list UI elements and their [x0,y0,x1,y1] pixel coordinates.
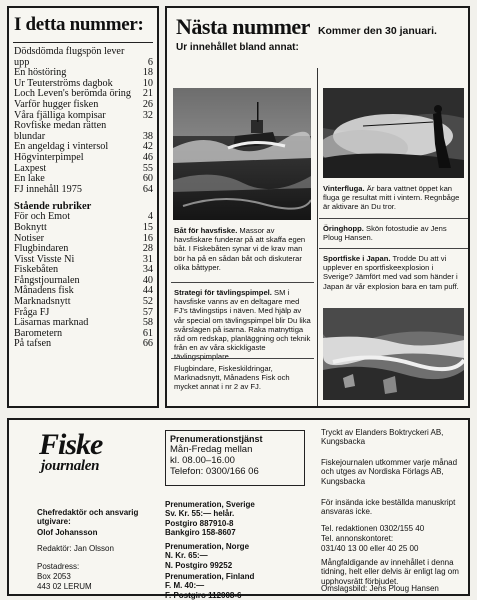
toc-item-title: Notiser [14,232,44,244]
toc-item-page: 18 [142,67,153,79]
next-issue-subtitle: Ur innehållet bland annat: [176,42,299,53]
toc-item-title: Våra fjälliga kompisar [14,109,106,121]
toc-item-page: 52 [142,296,153,308]
toc-item-page: 6 [147,56,153,68]
toc-item-title: Ur Teuterströms dagbok [14,77,113,89]
toc-item-title: En angeldag i vintersol [14,141,109,153]
toc-item-title: Dödsdömda flugspön lever upp [14,46,125,68]
tel-annons-nr: 031/40 13 00 eller 40 25 00 [321,544,419,553]
toc-item-title: Loch Leven's berömda öring [14,88,131,100]
toc-item-page: 64 [142,183,153,195]
toc-item-title: Barometern [14,327,63,339]
post-box: Box 2053 [37,572,71,581]
toc-item [14,153,153,164]
masthead-panel [7,418,470,600]
utkommer-info: Fiskejournalen utkommer varje månad och utges av Nordiska Förlags AB, Kungsbacka [321,458,458,486]
tel-annons: Tel. annonskontoret: [321,534,394,543]
column-divider [317,68,318,406]
subscription-hours-2: kl. 08.00–16.00 [170,455,235,466]
next-issue-date: Kommer den 30 januari. [317,25,437,37]
toc-item-page: 10 [142,77,153,89]
toc-panel [7,6,159,408]
toc-item-page: 61 [142,327,153,339]
pren-norge: Prenumeration, Norge N. Kr. 65:— N. Postgiro 99252 [165,542,250,570]
toc-item-page: 40 [142,274,153,286]
toc-item [14,185,153,196]
copyright-info: Mångfaldigande av innehållet i denna tidning, helt eller delvis är enligt lag om upphovsrätt förbjudet. [321,558,459,586]
toc-item [14,47,153,68]
divider-oring-japan [319,248,468,249]
toc-item-title: Visst Visste Ni [14,253,75,265]
chef-label: Chefredaktör och ansvarig utgivare: [37,508,139,527]
post-city: 443 02 LERUM [37,582,92,591]
toc-item [14,223,153,234]
toc-item-title: För och Emot [14,211,71,223]
post-label: Postadress: [37,562,80,571]
subscription-box [165,430,305,486]
toc-item-page: 16 [142,232,153,244]
winter-fly-photo [323,88,464,178]
toc-item-page: 58 [142,317,153,329]
toc-item-page: 60 [142,173,153,185]
manus-info: För insända icke beställda manuskript ansvaras icke. [321,498,456,517]
toc-title: I detta nummer: [14,14,144,35]
logo-fiske: Fiske [39,428,103,461]
toc-divider [13,42,153,43]
rubriker-title: Stående rubriker [14,201,92,213]
toc-item-title: En lake [14,173,45,185]
tryckt-info: Tryckt av Elanders Boktryckeri AB, Kungsbacka [321,428,444,447]
next-issue-title: Nästa nummer [176,14,310,39]
toc-item-page: 44 [142,285,153,297]
toc-item-page: 38 [142,130,153,142]
toc-item-title: Laxpest [14,162,47,174]
pren-finland: Prenumeration, Finland F. M. 40:— F. Postgiro 112008-6 [165,572,255,600]
boat-photo [173,88,311,220]
toc-item-page: 46 [142,151,153,163]
pimpel-caption: Strategi för tävlingspimpel. SM i havsfiske vanns av en deltagare med FJ's tävlingstips i näven. Med hjälp av vår special om tävlingspimpel blir Du lika svårslagen på isarna. Raka matnyttiga råd om redskap, planläggning och teknik från en av våra skickligaste tävlingspimplare. [174,288,311,362]
toc-item-page: 66 [142,338,153,350]
toc-item-title: FJ innehåll 1975 [14,183,82,195]
cover-credit: Omslagsbild: Jens Ploug Hansen [321,584,439,593]
toc-item-title: Högvinterpimpel [14,151,84,163]
logo-journalen: journalen [41,458,100,474]
toc-item-title: På tafsen [14,338,52,350]
toc-item-title: En höstöring [14,67,67,79]
toc-item-page: 42 [142,141,153,153]
toc-item-title: Fångstjournalen [14,274,80,286]
pren-sverige: Prenumeration, Sverige Sv. Kr. 55:— helår. Postgiro 887910-8 Bankgiro 158-8607 [165,500,255,538]
toc-item [14,121,153,142]
chef-name: Olof Johansson [37,528,98,537]
toc-item-title: Rovfiske medan rätten blundar [14,120,107,142]
next-issue-panel [165,6,470,408]
divider-boat-pimpel [171,282,314,283]
toc-item-page: 34 [142,264,153,276]
toc-item-title: Fiskebåten [14,264,59,276]
boat-caption: Båt för havsfiske. Massor av havsfiskare funderar på att skaffa egen båt. I Fiskebåten synar vi de krav man bör ha på en sådan båt och diskuterar olika båttyper. [174,226,306,272]
toc-item-title: Fråga FJ [14,306,50,318]
rubriker-list [9,212,157,350]
vinter-caption: Vinterfluga. Är bara vattnet öppet kan fluga ge resultat mitt i vintern. Regnbåge är aktivare än Du tror. [323,184,460,212]
toc-item-title: Läsarnas marknad [14,317,89,329]
subscription-hours-1: Mån-Fredag mellan [170,444,253,455]
toc-item-title: Marknadsnytt [14,296,71,308]
toc-item-title: Flugbindaren [14,243,69,255]
japan-photo [323,308,464,400]
subscription-title: Prenumerationstjänst [170,434,263,444]
divider-pimpel-footer [171,358,314,359]
toc-item-title: Månadens fisk [14,285,74,297]
toc-item-page: 21 [142,88,153,100]
tel-redaktion: Tel. redaktionen 0302/155 40 [321,524,425,533]
oring-caption: Öringhopp. Skön fotostudie av Jens Ploug Hansen. [323,224,447,243]
japan-caption: Sportfiske i Japan. Trodde Du att vi upplever en sportfiskeexplosion i Sverige? Jämfört med vad som händer i Japan är vår explosion bara en tam puff. [323,254,459,291]
misc-caption: Flugbindare, Fiskeskildringar, Marknadsnytt, Månadens Fisk och mycket annat i nr 2 av FJ. [174,364,290,392]
toc-item-page: 55 [142,162,153,174]
toc-item-page: 31 [142,253,153,265]
subscription-phone: Telefon: 0300/166 06 [170,466,259,477]
divider-vinter-oring [319,218,468,219]
toc-item-page: 15 [142,221,153,233]
redaktor: Redaktör: Jan Olsson [37,544,114,553]
toc-item-page: 32 [142,109,153,121]
toc-item [14,339,153,350]
toc-list [9,47,157,195]
toc-item-title: Boknytt [14,221,47,233]
toc-item-title: Varför hugger fisken [14,98,99,110]
toc-item-page: 4 [147,211,153,223]
toc-item-page: 57 [142,306,153,318]
toc-item-page: 26 [142,98,153,110]
toc-item-page: 28 [142,243,153,255]
toc-item [14,100,153,111]
